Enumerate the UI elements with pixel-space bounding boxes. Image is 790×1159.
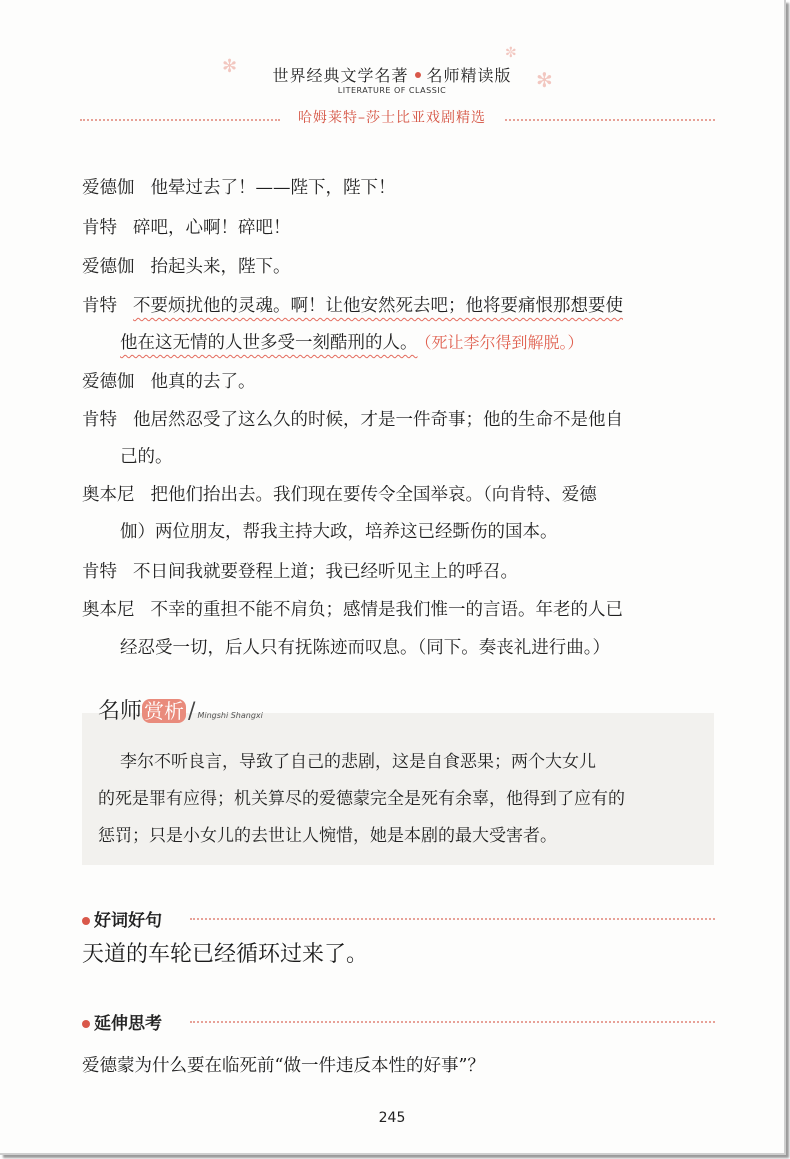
book-title-text: 哈姆莱特–莎士比亚戏剧精选 xyxy=(290,110,494,126)
speech-text: 抬起头来，陛下。 xyxy=(150,257,291,277)
speech-text: 把他们抬出去。我们现在要传令全国举哀。（向肯特、爱德 xyxy=(150,485,597,505)
dialogue-continuation: 经忍受一切，后人只有抚陈迹而叹息。（同下。奏丧礼进行曲。） xyxy=(120,638,610,658)
extended-thinking-question: 爱德蒙为什么要在临死前“做一件违反本性的好事”？ xyxy=(82,1056,485,1076)
speech-text: 不要烦扰他的灵魂。啊！让他安然死去吧；他将要痛恨那想要使 xyxy=(133,296,623,316)
bullet-icon xyxy=(82,917,90,925)
bullet-icon xyxy=(82,1020,90,1028)
speaker-name: 奥本尼 xyxy=(82,600,135,620)
commentary-title-b: 赏析 xyxy=(144,699,185,723)
slash-icon: / xyxy=(188,699,196,724)
extended-thinking-divider xyxy=(190,1021,715,1023)
speaker-name: 肯特 xyxy=(82,562,117,582)
commentary-line: 李尔不听良言，导致了自己的悲剧，这是自食恶果；两个大女儿 xyxy=(120,752,596,772)
speech-text: 他在这无情的人世多受一刻酷刑的人。 xyxy=(120,333,418,353)
commentary-line: 惩罚；只是小女儿的去世让人惋惜，她是本剧的最大受害者。 xyxy=(98,826,557,846)
speech-text: 碎吧，心啊！碎吧！ xyxy=(133,218,291,238)
speaker-name: 爱德伽 xyxy=(82,257,135,277)
dialogue-line xyxy=(82,170,396,206)
good-words-text: 天道的车轮已经循环过来了。 xyxy=(82,942,369,967)
annotation-note: （死让李尔得到解脱。） xyxy=(423,333,584,352)
speech-text: 他真的去了。 xyxy=(150,372,256,392)
good-words-divider xyxy=(190,918,715,920)
commentary-title-a: 名师 xyxy=(98,699,143,724)
edition-text: 名师精读版 xyxy=(426,66,512,85)
extended-thinking-heading xyxy=(82,1009,162,1034)
speech-text: 他晕过去了！——陛下，陛下！ xyxy=(150,178,396,198)
speech-text: 他居然忍受了这么久的时候，才是一件奇事；他的生命不是他自 xyxy=(133,410,623,430)
dialogue-line xyxy=(82,364,256,400)
speech-text: 不幸的重担不能不肩负；感情是我们惟一的言语。年老的人已 xyxy=(150,600,623,620)
dialogue-line xyxy=(82,554,518,590)
commentary-pinyin: Mingshi Shangxi xyxy=(197,711,263,720)
dialogue-line xyxy=(82,402,623,438)
bullet-icon xyxy=(415,72,421,78)
speech-text: 不日间我就要登程上道；我已经听见主上的呼召。 xyxy=(133,562,518,582)
dialogue-continuation: 伽）两位朋友，帮我主持大政，培养这已经斲伤的国本。 xyxy=(120,522,558,542)
snowflake-icon: ✼ xyxy=(505,45,517,61)
dialogue-line xyxy=(82,592,623,628)
speaker-name: 肯特 xyxy=(82,296,117,316)
dialogue-line xyxy=(82,249,291,285)
dialogue-continuation: 己的。 xyxy=(120,447,173,467)
speaker-name: 爱德伽 xyxy=(82,372,135,392)
speaker-name: 肯特 xyxy=(82,410,117,430)
dialogue-line xyxy=(82,288,623,324)
dialogue-continuation xyxy=(120,325,584,361)
series-title-text: 世界经典文学名著 xyxy=(272,66,409,85)
snowflake-icon: ✻ xyxy=(222,56,238,77)
dialogue-line xyxy=(82,477,597,513)
commentary-line: 的死是罪有应得；机关算尽的爱德蒙完全是死有余辜，他得到了应有的 xyxy=(98,789,625,809)
dialogue-line xyxy=(82,210,291,246)
page-number: 245 xyxy=(378,1110,406,1126)
speaker-name: 肯特 xyxy=(82,218,117,238)
series-title xyxy=(0,63,784,86)
series-english-title: LITERATURE OF CLASSIC xyxy=(337,86,447,95)
speaker-name: 奥本尼 xyxy=(82,485,135,505)
commentary-title xyxy=(98,694,263,725)
speaker-name: 爱德伽 xyxy=(82,178,135,198)
good-words-heading-text: 好词好句 xyxy=(94,911,162,931)
extended-thinking-heading-text: 延伸思考 xyxy=(94,1014,162,1034)
snowflake-icon: ✻ xyxy=(536,68,553,92)
book-title xyxy=(0,107,784,127)
good-words-heading xyxy=(82,906,162,931)
